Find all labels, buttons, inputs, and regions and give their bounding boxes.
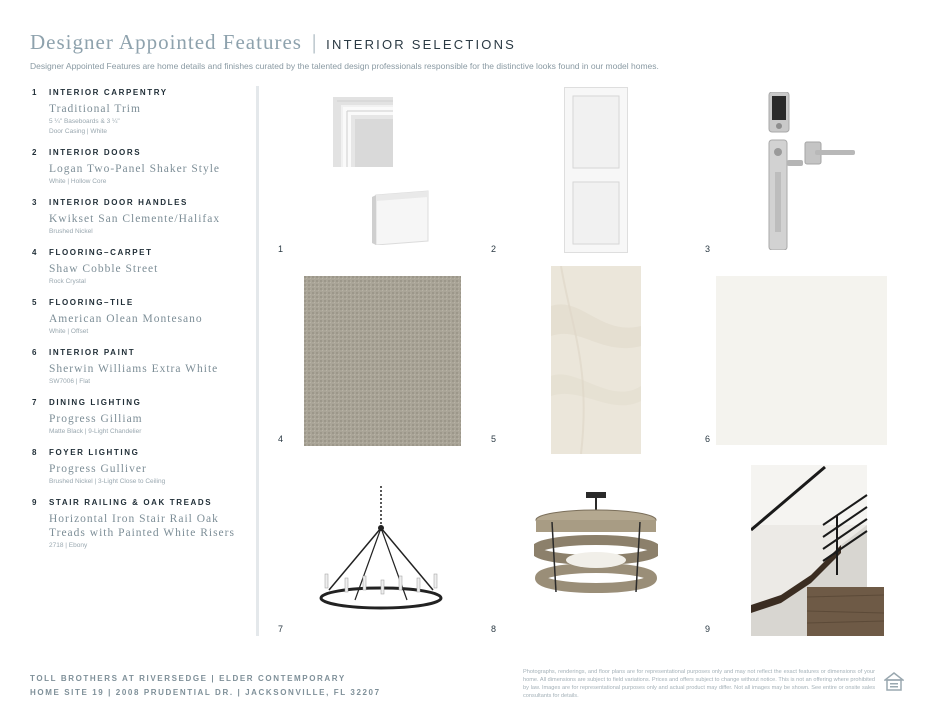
- selection-number: 7: [32, 398, 39, 407]
- selection-category-label: DINING LIGHTING: [49, 398, 142, 407]
- title-row: [30, 30, 902, 55]
- baseboard-image: [372, 187, 430, 245]
- selection-category-label: FLOORING–CARPET: [49, 248, 153, 257]
- equal-housing-icon: [884, 672, 904, 692]
- footer-line-2: HOME SITE 19 | 2008 PRUDENTIAL DR. | JACKSONVILLE, FL 32207: [30, 688, 381, 697]
- selection-category-label: INTERIOR DOOR HANDLES: [49, 198, 188, 207]
- selection-item: [32, 498, 237, 550]
- grid-number-5: 5: [491, 434, 497, 444]
- selection-category-label: INTERIOR PAINT: [49, 348, 136, 357]
- page-title: Designer Appointed Features: [30, 30, 302, 54]
- selection-category: [32, 448, 237, 457]
- door-handle-image: [765, 92, 857, 250]
- selection-item: [32, 398, 237, 436]
- selection-detail: White | Hollow Core: [49, 178, 107, 185]
- selection-list: [32, 88, 237, 562]
- selection-number: 3: [32, 198, 39, 207]
- selection-category-label: FLOORING–TILE: [49, 298, 134, 307]
- selection-detail: 5 ¼" Baseboards & 3 ¼": [49, 118, 120, 125]
- footer-line-1: TOLL BROTHERS AT RIVERSEDGE | ELDER CONTEMPORARY: [30, 674, 346, 683]
- footer-disclaimer: Photographs, renderings, and floor plans are for representational purposes only and may not reflect the exact features or dimensions of your home. All dimensions are subject to field variations. Prices and offers subject to change without notice. This is not an offering where prohibited by law. Images are for representational purposes only and actual product may differ. Not all images may be shown. See entire or onsite sales consultants for details.: [523, 669, 875, 699]
- grid-number-4: 4: [278, 434, 284, 444]
- grid-number-1: 1: [278, 244, 284, 254]
- selection-category: [32, 298, 237, 307]
- selection-number: 8: [32, 448, 39, 457]
- page-subtitle-tag: INTERIOR SELECTIONS: [326, 37, 517, 52]
- selection-item: [32, 148, 237, 186]
- selection-category: [32, 498, 237, 507]
- selection-detail: SW7006 | Flat: [49, 378, 91, 385]
- selection-number: 6: [32, 348, 39, 357]
- selection-product-name: Kwikset San Clemente/Halifax: [49, 213, 221, 225]
- grid-number-3: 3: [705, 244, 711, 254]
- selection-item: [32, 248, 237, 286]
- selection-product-name: American Olean Montesano: [49, 313, 203, 325]
- grid-number-8: 8: [491, 624, 497, 634]
- selection-category-label: INTERIOR DOORS: [49, 148, 142, 157]
- selection-category-label: STAIR RAILING & OAK TREADS: [49, 498, 213, 507]
- selection-detail: Brushed Nickel | 3-Light Close to Ceiling: [49, 478, 166, 485]
- grid-number-7: 7: [278, 624, 284, 634]
- selection-detail: Matte Black | 9-Light Chandelier: [49, 428, 142, 435]
- selection-category: [32, 248, 237, 257]
- page-description: Designer Appointed Features are home details and finishes curated by the talented design professionals responsible for the distinctive looks found in our model homes.: [30, 61, 659, 71]
- selection-category-label: FOYER LIGHTING: [49, 448, 140, 457]
- shaker-door-image: [564, 87, 628, 253]
- selection-number: 1: [32, 88, 39, 97]
- selection-detail: Rock Crystal: [49, 278, 86, 285]
- title-separator: |: [311, 30, 317, 54]
- selection-detail: Door Casing | White: [49, 128, 108, 135]
- selection-product-name: Progress Gilliam: [49, 413, 143, 425]
- selection-product-name: Progress Gulliver: [49, 463, 147, 475]
- selection-item: [32, 198, 237, 236]
- selection-product-name: Shaw Cobble Street: [49, 263, 159, 275]
- selection-category-label: INTERIOR CARPENTRY: [49, 88, 168, 97]
- paint-swatch: [716, 276, 887, 445]
- divider-line: [256, 86, 259, 636]
- page-header: [30, 30, 902, 71]
- selection-detail: Brushed Nickel: [49, 228, 93, 235]
- selection-number: 4: [32, 248, 39, 257]
- selection-category: [32, 348, 237, 357]
- grid-number-6: 6: [705, 434, 711, 444]
- chandelier-image: [315, 486, 447, 614]
- carpet-swatch: [304, 276, 461, 446]
- selection-item: [32, 348, 237, 386]
- tile-swatch: [551, 266, 641, 454]
- selection-product-name: Horizontal Iron Stair Rail Oak Treads with Painted White Risers: [49, 513, 235, 539]
- selection-product-name: Sherwin Williams Extra White: [49, 363, 219, 375]
- stair-railing-image: [751, 465, 884, 636]
- grid-number-9: 9: [705, 624, 711, 634]
- selection-item: [32, 298, 237, 336]
- foyer-light-image: [534, 492, 658, 604]
- selection-item: [32, 88, 237, 136]
- footer-community: [30, 672, 381, 700]
- selection-number: 2: [32, 148, 39, 157]
- grid-number-2: 2: [491, 244, 497, 254]
- selection-number: 5: [32, 298, 39, 307]
- selection-category: [32, 398, 237, 407]
- selection-item: [32, 448, 237, 486]
- selection-number: 9: [32, 498, 39, 507]
- selection-category: [32, 198, 237, 207]
- selection-detail: 2718 | Ebony: [49, 542, 88, 549]
- selection-category: [32, 148, 237, 157]
- trim-casing-image: [333, 97, 393, 167]
- selection-detail: White | Offset: [49, 328, 89, 335]
- selection-product-name: Traditional Trim: [49, 103, 141, 115]
- selection-product-name: Logan Two-Panel Shaker Style: [49, 163, 221, 175]
- selection-category: [32, 88, 237, 97]
